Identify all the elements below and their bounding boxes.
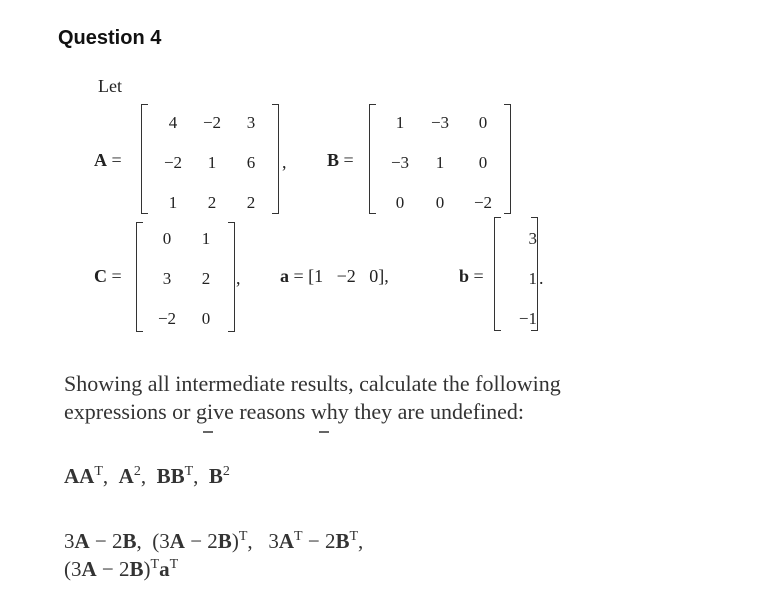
matrix-b-left-bracket: [369, 104, 376, 214]
instruction-line-1: Showing all intermediate results, calculate the following: [64, 371, 561, 396]
matrix-cell: −2: [163, 153, 183, 172]
matrix-a-right-bracket: [272, 104, 279, 214]
matrix-a-label: A =: [94, 150, 122, 170]
vector-a: a = [1 −2 0],: [280, 266, 389, 286]
matrix-row: [383, 153, 503, 193]
vector-b: [497, 229, 537, 349]
matrix-cell: 2: [201, 269, 211, 288]
matrix-row: [150, 309, 228, 349]
stray-mark: [319, 431, 329, 433]
matrix-cell: −3: [430, 113, 450, 132]
matrix-cell: −2: [157, 309, 177, 328]
matrix-cell: −3: [390, 153, 410, 172]
expression-line-2: 3A − 2B, $(3A - 2B)^T$, $3A^T - 2B^T$,: [64, 529, 364, 553]
matrix-row: [156, 193, 268, 233]
matrix-cell: 1: [168, 193, 178, 212]
matrix-cell: −1: [518, 309, 537, 328]
matrix-row: [156, 153, 268, 193]
matrix-cell: 1: [207, 153, 217, 172]
matrix-cell: 1: [528, 269, 537, 288]
matrix-row: [156, 113, 268, 153]
instruction-text: [64, 370, 684, 426]
matrix-cell: 0: [478, 113, 488, 132]
matrix-cell: 0: [395, 193, 405, 212]
matrix-cell: 3: [528, 229, 537, 248]
question-heading: Question 4: [58, 27, 162, 49]
matrix-cell: 3: [162, 269, 172, 288]
expression-line-3: $(3A - 2B)^Ta^T$: [64, 557, 179, 581]
matrix-cell: 1: [395, 113, 405, 132]
matrix-cell: 1: [435, 153, 445, 172]
matrix-b: [383, 113, 503, 233]
instruction-line-2: expressions or give reasons why they are undefined:: [64, 399, 525, 424]
separator-comma: ,: [282, 152, 287, 172]
matrix-cell: 0: [201, 309, 211, 328]
matrix-cell: 0: [478, 153, 488, 172]
let-label: Let: [98, 76, 122, 96]
matrix-cell: 2: [246, 193, 256, 212]
matrix-a-left-bracket: [141, 104, 148, 214]
matrix-cell: 1: [201, 229, 211, 248]
separator-comma: ,: [236, 268, 241, 288]
matrix-row: [150, 229, 228, 269]
matrix-b-right-bracket: [504, 104, 511, 214]
matrix-c-right-bracket: [228, 222, 235, 332]
matrix-row: [383, 193, 503, 233]
matrix-row: [383, 113, 503, 153]
matrix-row: [150, 269, 228, 309]
matrix-cell: −2: [202, 113, 222, 132]
vector-b-label: b =: [459, 266, 484, 286]
matrix-cell: 3: [246, 113, 256, 132]
matrix-cell: 0: [162, 229, 172, 248]
matrix-c: [150, 229, 228, 349]
matrix-c-left-bracket: [136, 222, 143, 332]
matrix-cell: 6: [246, 153, 256, 172]
matrix-c-label: C =: [94, 266, 122, 286]
matrix-cell: 2: [207, 193, 217, 212]
stray-mark: [203, 431, 213, 433]
terminal-period: .: [539, 268, 544, 288]
matrix-a: [156, 113, 268, 233]
matrix-b-label: B =: [327, 150, 354, 170]
matrix-cell: 4: [168, 113, 178, 132]
matrix-cell: 0: [435, 193, 445, 212]
expression-line-1: $AA^T$, $A^2$, $BB^T$, $B^2$: [64, 464, 230, 488]
matrix-cell: −2: [473, 193, 493, 212]
